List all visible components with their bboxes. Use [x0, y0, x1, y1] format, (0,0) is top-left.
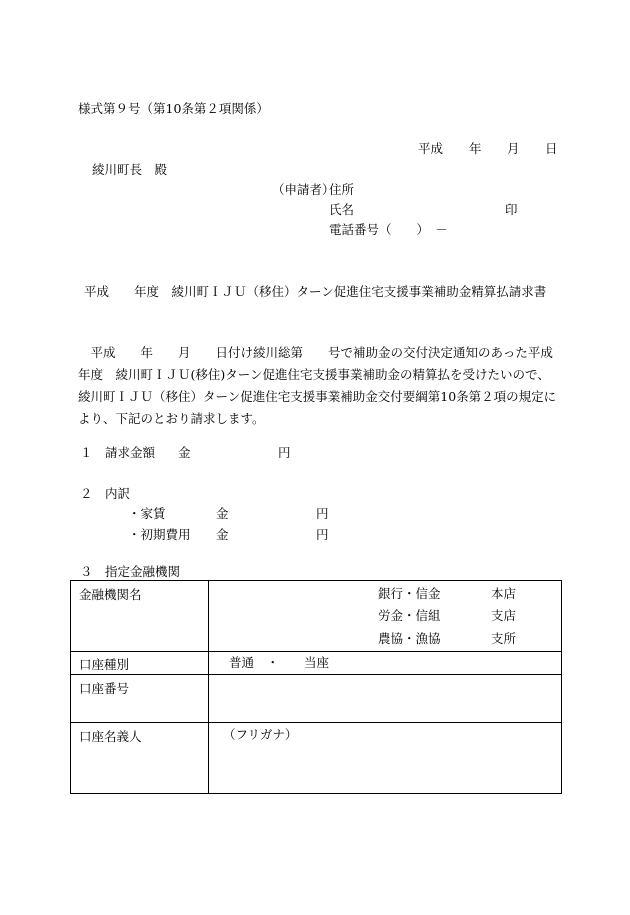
account-type-options: 普通 ・ 当座 — [229, 655, 330, 670]
initial-cost-label: ・初期費用 — [128, 527, 191, 542]
table-row — [71, 652, 562, 675]
document-title: 平成 年度 綾川町ＩＪＵ（移住）ターン促進住宅支援事業補助金精算払請求書 — [84, 284, 547, 299]
bank-type-option: 労金・信組 — [378, 608, 441, 623]
furigana-label: （フリガナ） — [223, 727, 298, 742]
breakdown-label: ２ 内訳 — [80, 486, 131, 501]
account-holder-label: 口座名義人 — [71, 723, 209, 794]
account-type-label: 口座種別 — [71, 652, 209, 675]
rent-label: ・家賃 — [128, 506, 166, 521]
account-holder-cell[interactable] — [209, 723, 562, 794]
branch-type-option: 本店 — [491, 586, 517, 601]
account-number-cell[interactable] — [209, 675, 562, 723]
seal-mark: 印 — [505, 202, 518, 217]
initial-cost-yen: 円 — [316, 527, 329, 542]
body-line: 年度 綾川町ＩＪＵ(移住)ターン促進住宅支援事業補助金の精算払を受けたいので、 — [78, 367, 550, 382]
institution-label: 金融機関名 — [71, 581, 209, 652]
date-day: 日 — [545, 141, 558, 156]
branch-type-option: 支所 — [491, 631, 517, 646]
table-row — [71, 675, 562, 723]
rent-kin: 金 — [216, 506, 229, 521]
date-year: 年 — [469, 141, 482, 156]
applicant-label: （申請者） — [272, 182, 335, 197]
address-label: 住所 — [329, 182, 355, 197]
date-era: 平成 — [418, 141, 444, 156]
body-line: 平成 年 月 日付け綾川総第 号で補助金の交付決定通知のあった平成 — [78, 345, 553, 360]
bank-table — [70, 580, 562, 794]
table-row — [71, 581, 562, 652]
bank-type-option: 農協・漁協 — [378, 631, 441, 646]
claim-yen: 円 — [278, 445, 291, 460]
form-number: 様式第９号（第10条第２項関係） — [78, 101, 269, 116]
initial-cost-kin: 金 — [216, 527, 229, 542]
rent-yen: 円 — [316, 506, 329, 521]
branch-type-option: 支店 — [491, 608, 517, 623]
account-number-label: 口座番号 — [71, 675, 209, 723]
institution-cell[interactable] — [209, 581, 562, 652]
phone-label: 電話番号（ ） － — [329, 222, 448, 237]
addressee: 綾川町長 殿 — [92, 162, 168, 177]
body-paragraph — [78, 342, 558, 430]
date-month: 月 — [507, 141, 520, 156]
claim-amount-label: １ 請求金額 — [80, 445, 156, 460]
account-type-cell[interactable] — [209, 652, 562, 675]
designated-bank-label: ３ 指定金融機関 — [80, 564, 181, 579]
bank-type-option: 銀行・信金 — [378, 586, 441, 601]
body-line: 綾川町ＩＪＵ（移住）ターン促進住宅支援事業補助金交付要綱第10条第２項の規定に — [78, 389, 557, 404]
name-label: 氏名 — [329, 202, 355, 217]
claim-kin: 金 — [178, 445, 191, 460]
table-row — [71, 723, 562, 794]
body-line: より、下記のとおり請求します。 — [78, 411, 265, 426]
